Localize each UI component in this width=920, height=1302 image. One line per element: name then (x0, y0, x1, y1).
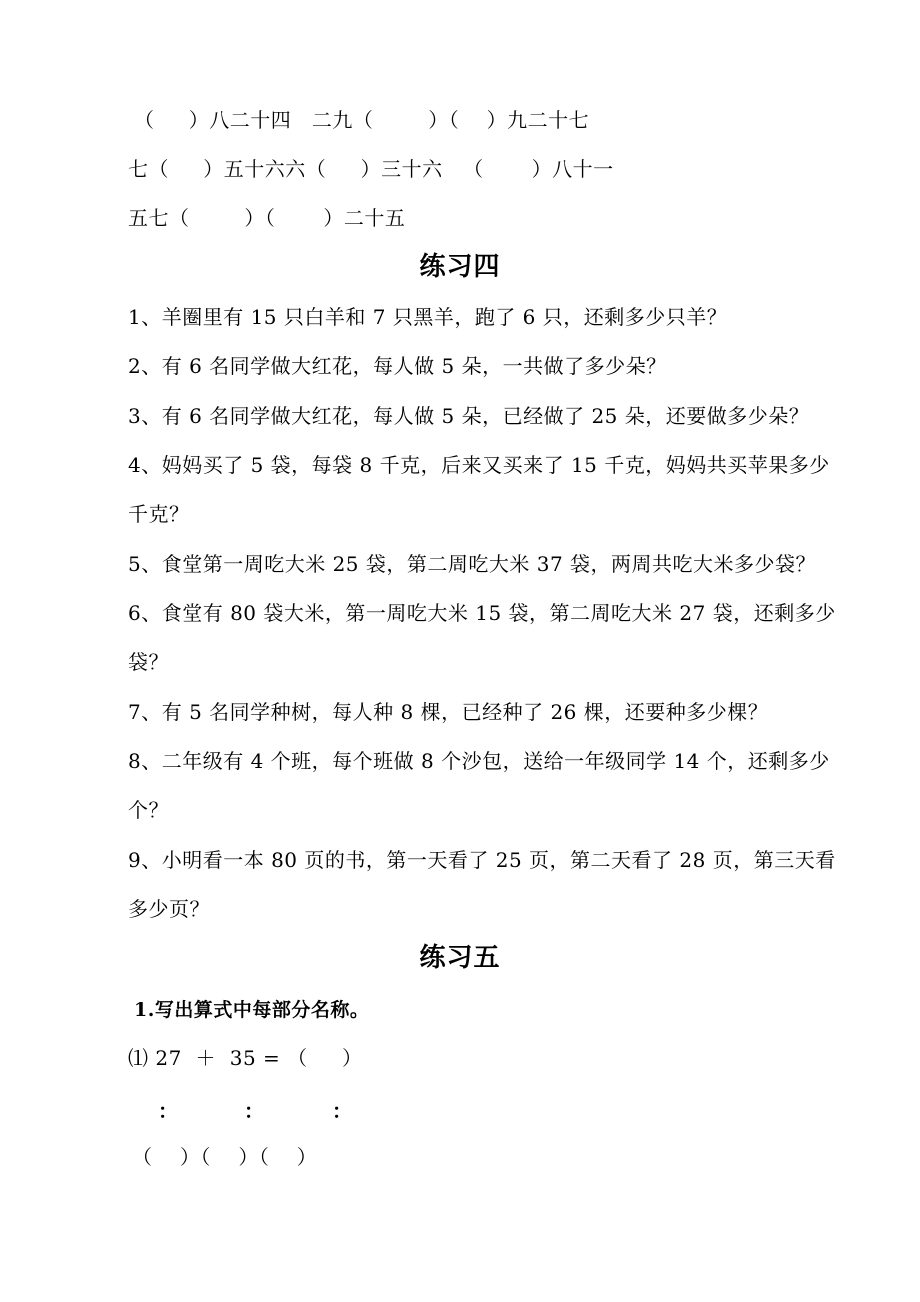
problem-9-cont: 多少页？ (128, 897, 210, 921)
question-1: 1.写出算式中每部分名称。 (134, 999, 370, 1021)
section-title-5: 练习五 (419, 943, 501, 973)
problem-4: 4、妈妈买了 5 袋，每袋 8 千克，后来又买来了 15 千克，妈妈共买苹果多少 (128, 453, 830, 477)
answer-blanks: （ ）（ ）（ ） (132, 1145, 318, 1169)
problem-7: 7、有 5 名同学种树，每人种 8 棵，已经种了 26 棵，还要种多少棵？ (128, 700, 769, 724)
problem-4-cont: 千克？ (128, 502, 190, 526)
problem-9: 9、小明看一本 80 页的书，第一天看了 25 页，第二天看了 28 页，第三天看 (128, 848, 836, 872)
problem-8: 8、二年级有 4 个班，每个班做 8 个沙包，送给一年级同学 14 个，还剩多少 (128, 749, 830, 773)
problem-3: 3、有 6 名同学做大红花，每人做 5 朵，已经做了 25 朵，还要做多少朵？ (128, 404, 810, 428)
colon-1: ： (158, 1099, 178, 1123)
fill-blank-line-3: 五七（ ）（ ）二十五 (128, 206, 406, 230)
problem-8-cont: 个？ (128, 798, 169, 822)
equation: ⑴ 27 ＋ 35 = （ ） (128, 1046, 363, 1070)
problem-6-cont: 袋？ (128, 650, 169, 674)
colon-3: ： (332, 1099, 352, 1123)
fill-blank-line-2: 七（ ）五十六六（ ）三十六 （ ）八十一 (128, 157, 614, 181)
section-title-4: 练习四 (419, 252, 501, 282)
colon-2: ： (244, 1099, 264, 1123)
problem-6: 6、食堂有 80 袋大米，第一周吃大米 15 袋，第二周吃大米 27 袋，还剩多少 (128, 601, 836, 625)
problem-5: 5、食堂第一周吃大米 25 袋，第二周吃大米 37 袋，两周共吃大米多少袋？ (128, 552, 817, 576)
problem-2: 2、有 6 名同学做大红花，每人做 5 朵，一共做了多少朵？ (128, 354, 667, 378)
problem-1: 1、羊圈里有 15 只白羊和 7 只黑羊，跑了 6 只，还剩多少只羊？ (128, 305, 728, 329)
fill-blank-line-1: （ ）八二十四 二九（ ）（ ）九二十七 (134, 108, 590, 132)
